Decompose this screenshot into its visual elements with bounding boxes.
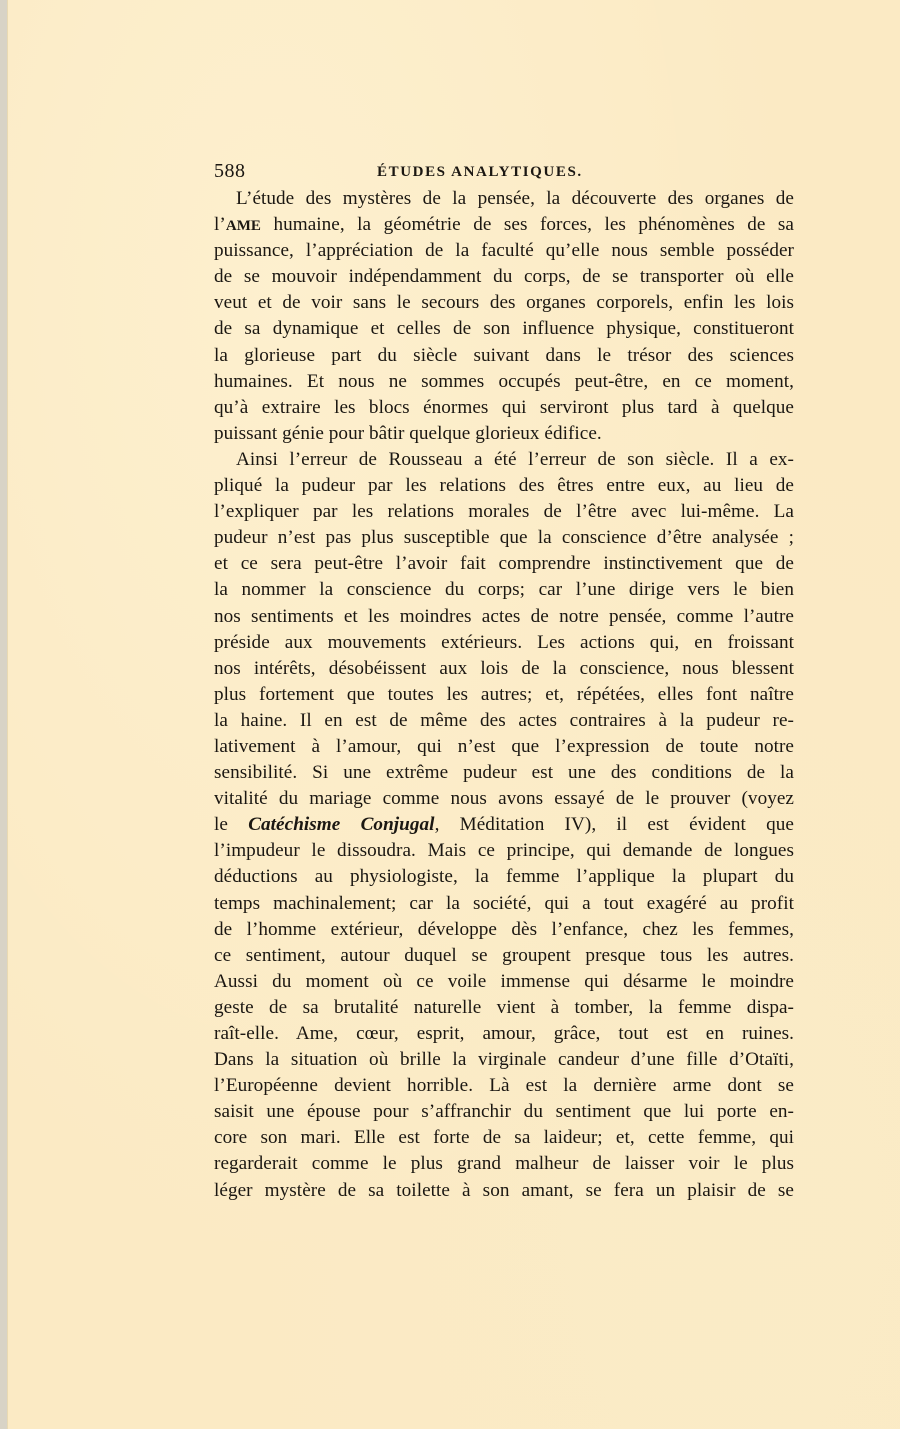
text-line: la glorieuse part du siècle suivant dans le trésor des sciences xyxy=(214,344,794,366)
text-line: humaines. Et nous ne sommes occupés peut-être, en ce moment, xyxy=(214,370,794,392)
text-line: puissance, l’appréciation de la faculté qu’elle nous semble posséder xyxy=(214,240,794,262)
text-line: de l’homme extérieur, développe dès l’enfance, chez les femmes, xyxy=(214,918,794,940)
text-line: nos intérêts, désobéissent aux lois de la conscience, nous blessent xyxy=(214,657,794,679)
text-line: la nommer la conscience du corps; car l’une dirige vers le bien xyxy=(214,579,794,601)
text-line: veut et de voir sans le secours des organes corporels, enfin les lois xyxy=(214,292,794,314)
text-line: la haine. Il en est de même des actes contraires à la pudeur re- xyxy=(214,709,794,731)
running-title: ÉTUDES ANALYTIQUES. xyxy=(377,164,583,180)
text-line: qu’à extraire les blocs énormes qui serviront plus tard à quelque xyxy=(214,396,794,418)
text-block xyxy=(214,159,794,1204)
page-number: 588 xyxy=(214,160,246,182)
paragraph-2 xyxy=(214,447,794,1204)
text-line: l’expliquer par les relations morales de l’être avec lui-même. La xyxy=(214,501,794,523)
text-line: léger mystère de sa toilette à son amant, se fera un plaisir de se xyxy=(214,1179,794,1201)
text-line: vitalité du mariage comme nous avons essayé de le prouver (voyez xyxy=(214,788,794,810)
book-page xyxy=(7,0,900,1429)
text-line: raît-elle. Ame, cœur, esprit, amour, grâce, tout est en ruines. xyxy=(214,1023,794,1044)
text-line: ce sentiment, autour duquel se groupent presque tous les autres. xyxy=(214,944,794,966)
text-line: pudeur n’est pas plus susceptible que la conscience d’être analysée ; xyxy=(214,527,794,549)
text-line: Aussi du moment où ce voile immense qui désarme le moindre xyxy=(214,970,794,992)
text-line: l’Européenne devient horrible. Là est la dernière arme dont se xyxy=(214,1075,794,1097)
text-line: nos sentiments et les moindres actes de notre pensée, comme l’autre xyxy=(214,605,794,627)
paragraph-1 xyxy=(214,186,794,447)
text-line: L’étude des mystères de la pensée, la découverte des organes de xyxy=(236,188,794,209)
text-fragment: , Méditation IV), il est évident que xyxy=(434,814,795,836)
text-line: regarderait comme le plus grand malheur de laisser voir le plus xyxy=(214,1153,794,1175)
text-line: Ainsi l’erreur de Rousseau a été l’erreur de son siècle. Il a ex- xyxy=(236,448,794,470)
text-fragment: l’ xyxy=(214,214,226,236)
text-line: geste de sa brutalité naturelle vient à tomber, la femme dispa- xyxy=(214,996,794,1018)
text-line: déductions au physiologiste, la femme l’applique la plupart du xyxy=(214,866,794,888)
text-line: et ce sera peut-être l’avoir fait comprendre instinctivement que de xyxy=(214,553,794,575)
text-line: core son mari. Elle est forte de sa laideur; et, cette femme, qui xyxy=(214,1127,794,1149)
running-head xyxy=(214,159,794,183)
text-fragment: humaine, la géométrie de ses forces, les phénomènes de sa xyxy=(260,214,794,236)
text-line: pliqué la pudeur par les relations des êtres entre eux, au lieu de xyxy=(214,475,794,497)
text-line: plus fortement que toutes les autres; et, répétées, elles font naître xyxy=(214,683,794,705)
italic-book-title: Catéchisme Conjugal xyxy=(248,814,435,836)
text-line: de sa dynamique et celles de son influence physique, constitueront xyxy=(214,318,794,340)
text-fragment: le xyxy=(214,814,249,836)
text-line: Dans la situation où brille la virginale candeur d’une fille d’Otaïti, xyxy=(214,1049,794,1071)
text-line: lativement à l’amour, qui n’est que l’expression de toute notre xyxy=(214,735,794,757)
text-line xyxy=(214,212,794,238)
text-line: préside aux mouvements extérieurs. Les actions qui, en froissant xyxy=(214,631,794,653)
text-line: l’impudeur le dissoudra. Mais ce principe, qui demande de longues xyxy=(214,840,794,862)
text-line: temps machinalement; car la société, qui a tout exagéré au profit xyxy=(214,892,794,914)
text-line xyxy=(214,812,794,838)
text-line: sensibilité. Si une extrême pudeur est une des conditions de la xyxy=(214,762,794,784)
smallcaps-word: AME xyxy=(225,218,261,235)
text-line: puissant génie pour bâtir quelque glorieux édifice. xyxy=(214,422,602,444)
text-line: saisit une épouse pour s’affranchir du sentiment que lui porte en- xyxy=(214,1101,794,1123)
text-line: de se mouvoir indépendamment du corps, de se transporter où elle xyxy=(214,266,794,288)
